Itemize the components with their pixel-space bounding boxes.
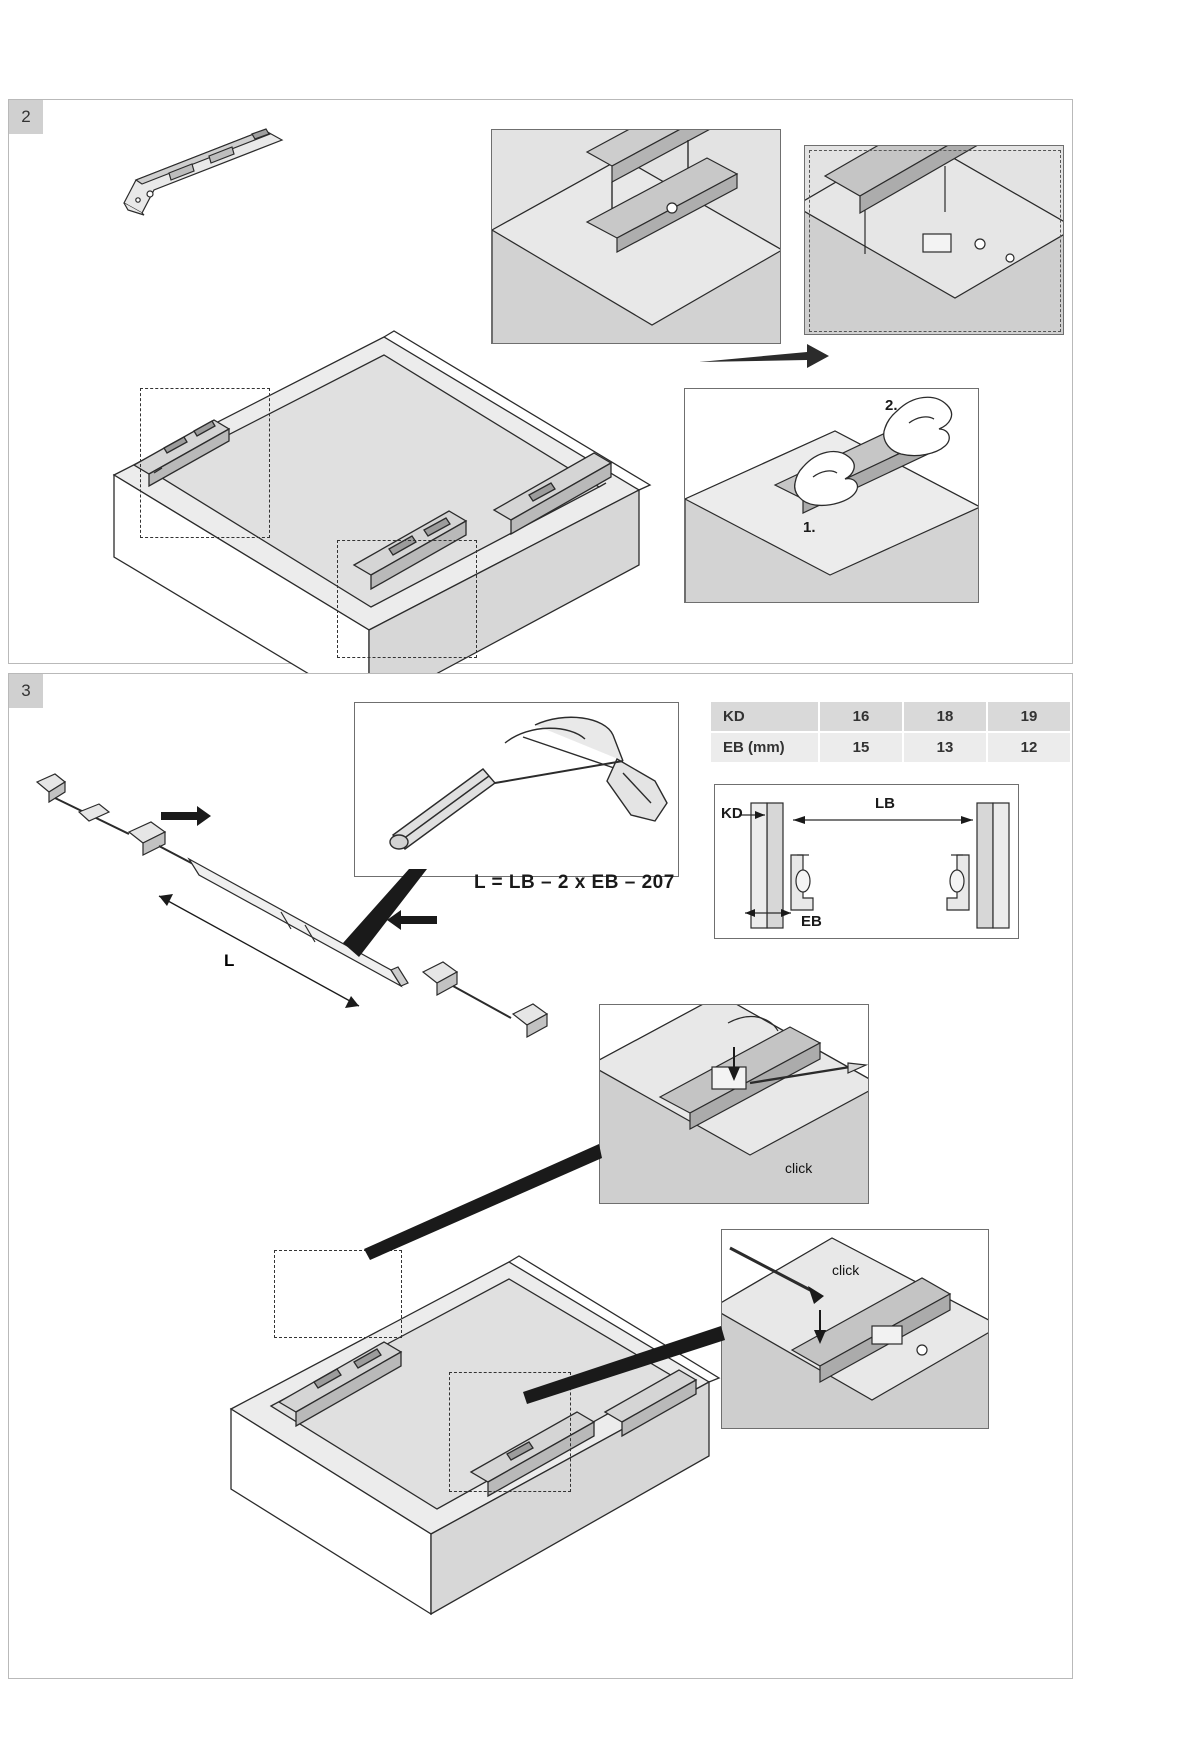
step-number-badge-3: 3: [9, 674, 43, 708]
kd-eb-table: [709, 700, 1072, 764]
leader-wedge-front: [509, 1324, 731, 1414]
step-number-badge: 2: [9, 100, 43, 134]
leader-wedge-saw: [339, 869, 434, 969]
leader-wedge-rear: [344, 1144, 609, 1259]
hand-step-label-2: 2.: [885, 397, 898, 414]
dimension-label-eb: EB: [801, 913, 822, 930]
callout-dashed-frame: [809, 150, 1061, 332]
callout-click-rear: [599, 1004, 869, 1204]
highlight-box-rear-connector: [274, 1250, 402, 1338]
callout-runner-detail-2: [804, 145, 1064, 335]
table-cell-eb-13: 13: [903, 732, 987, 763]
click-label-front: click: [832, 1262, 860, 1278]
dimension-label-kd: KD: [721, 805, 743, 822]
svg-text:L: L: [224, 951, 235, 970]
table-header-kd: KD: [710, 701, 819, 732]
dimension-label-lb: LB: [875, 795, 895, 812]
table-cell-eb-label: EB (mm): [710, 732, 819, 763]
click-label-rear: click: [785, 1160, 813, 1176]
table-cell-eb-12: 12: [987, 732, 1071, 763]
callout-click-front: [721, 1229, 989, 1429]
highlight-box-left-runner: [140, 388, 270, 538]
table-header-16: 16: [819, 701, 903, 732]
leader-arrow-right: [699, 340, 829, 380]
table-header-18: 18: [903, 701, 987, 732]
runner-part-drawing: [114, 118, 294, 228]
step-2-panel: [8, 99, 1073, 664]
callout-runner-detail-1: [491, 129, 781, 344]
step-3-panel: [8, 673, 1073, 1679]
length-formula: L = LB – 2 x EB – 207: [474, 872, 675, 893]
hand-step-label-1: 1.: [803, 519, 816, 536]
table-cell-eb-15: 15: [819, 732, 903, 763]
highlight-box-front-runner: [337, 540, 477, 658]
callout-dimension-diagram: [714, 784, 1019, 939]
callout-hands-detail: [684, 388, 979, 603]
table-header-row: [710, 701, 1071, 732]
table-row: [710, 732, 1071, 763]
callout-saw-tool: [354, 702, 679, 877]
table-header-19: 19: [987, 701, 1071, 732]
